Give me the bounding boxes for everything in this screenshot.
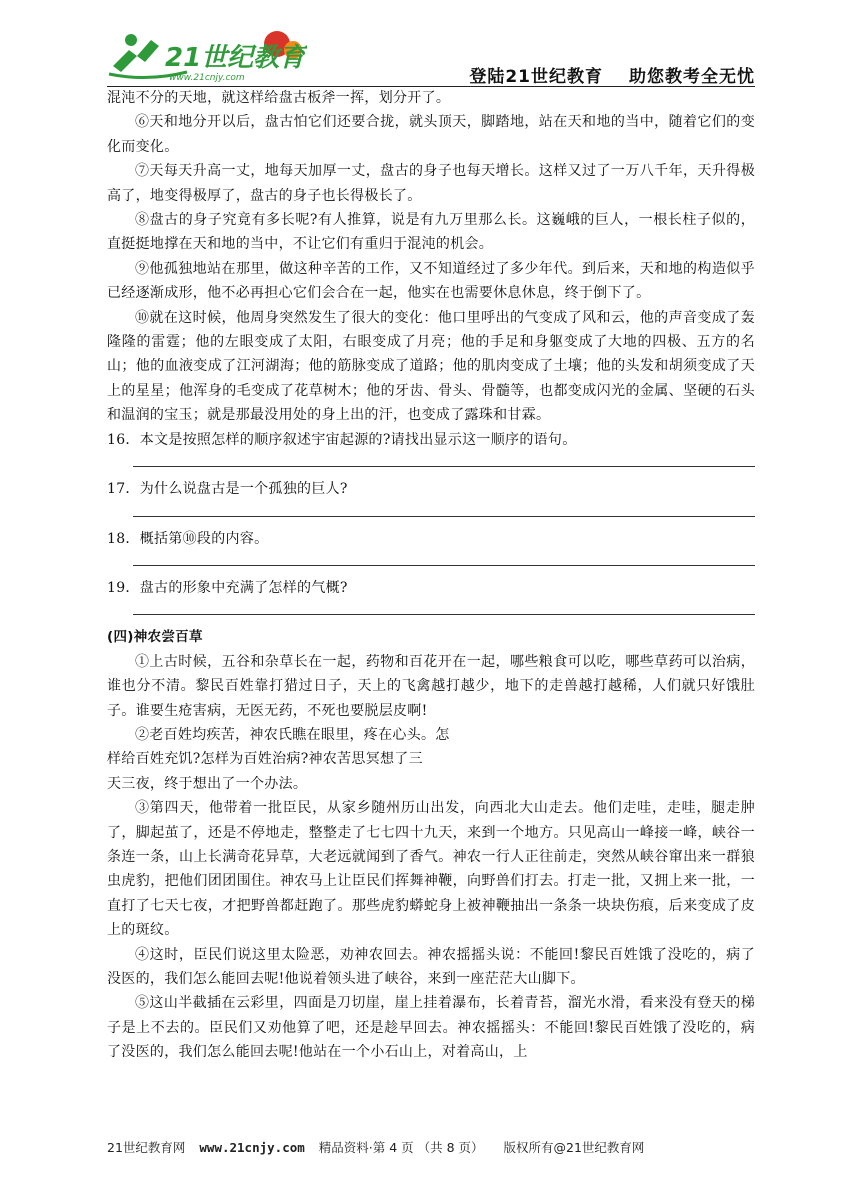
logo-url: www.21cnjy.com — [169, 73, 245, 83]
paragraph-10: ⑩就在这时候，他周身突然发生了很大的变化：他口里呼出的气变成了风和云，他的声音变成了轰隆隆的雷霆；他的左眼变成了太阳，右眼变成了月亮；他的手足和身躯变成了大地的四极、五方的名山；他的血液变成了江河湖海；他的筋脉变成了道路；他的肌肉变成了土壤；他的头发和胡须变成了天上的星星；他浑身的毛变成了花草树木；他的牙齿、骨头、骨髓等，也都变成闪光的金属、坚硬的石头和温润的宝玉；就是那最没用处的身上出的汗，也变成了露珠和甘霖。 — [107, 309, 755, 424]
answer-line-19[interactable] — [133, 600, 755, 615]
paragraph-9: ⑨他孤独地站在那里，做这种辛苦的工作，又不知道经过了多少年代。到后来，天和地的构造似乎已经逐渐成形，他不必再担心它们会合在一起，他实在也需要休息休息，终于倒下了。 — [107, 260, 755, 302]
footer-page-info: 精品资料·第 4 页 （共 8 页） — [318, 1140, 484, 1155]
section-title: (四)神农尝百草 — [107, 629, 203, 646]
story-paragraph-4: ④这时，臣民们说这里太险恶，劝神农回去。神农摇摇头说：不能回!黎民百姓饿了没吃的，病了没医的，我们怎么能回去呢!他说着领头进了峡谷，来到一座茫茫大山脚下。 — [107, 946, 755, 987]
story-paragraph-1: ①上古时候，五谷和杂草长在一起，药物和百花开在一起，哪些粮食可以吃，哪些草药可以治病，谁也分不清。黎民百姓靠打猎过日子，天上的飞禽越打越少，地下的走兽越打越稀，人们就只好饿肚子。谁要生疮害病，无医无药，不死也要脱层皮啊! — [107, 653, 755, 719]
story-paragraph-5: ⑤这山半截插在云彩里，四面是刀切崖，崖上挂着瀑布，长着青苔，溜光水滑，看来没有登天的梯子是上不去的。臣民们又劝他算了吧，还是趁早回去。神农摇摇头：不能回!黎民百姓饿了没吃的，病了没医的，我们怎么能回去呢!他站在一个小石山上，对着高山，上 — [107, 995, 755, 1061]
story-paragraph-2-line-1: ②老百姓均疾苦，神农氏瞧在眼里，疼在心头。怎 — [135, 726, 450, 743]
question-17: 17．为什么说盘古是一个孤独的巨人? — [107, 481, 348, 498]
story-paragraph-2-line-2: 样给百姓充饥?怎样为百姓治病?神农苦思冥想了三 — [107, 751, 423, 768]
footer-left: 21世纪教育网 — [107, 1140, 186, 1155]
logo-text: 21世纪教育 — [165, 43, 306, 73]
story-paragraph-3: ③第四天，他带着一批臣民，从家乡随州历山出发，向西北大山走去。他们走哇，走哇，腿走肿了，脚起茧了，还是不停地走，整整走了七七四十九天，来到一个地方。只见高山一峰接一峰，峡谷一条连一条，山上长满奇花异草，大老远就闻到了香气。神农一行人正往前走，突然从峡谷窜出来一群狼虫虎豹，把他们团团围住。神农马上让臣民们挥舞神鞭，向野兽们打去。打走一批，又拥上来一批，一直打了七天七夜，才把野兽都赶跑了。那些虎豹蟒蛇身上被神鞭抽出一条条一块块伤痕，后来变成了皮上的斑纹。 — [107, 800, 755, 939]
paragraph-5-end: 混沌不分的天地，就这样给盘古板斧一挥，划分开了。 — [107, 90, 451, 106]
page-footer — [107, 1138, 755, 1156]
story-paragraph-2-line-3: 天三夜，终于想出了一个办法。 — [107, 775, 308, 792]
page-header — [107, 18, 755, 88]
answer-line-16[interactable] — [133, 452, 755, 467]
question-18: 18．概括第⑩段的内容。 — [107, 530, 269, 547]
answer-line-17[interactable] — [133, 502, 755, 517]
footer-site[interactable]: www.21cnjy.com — [199, 1140, 305, 1155]
answer-line-18[interactable] — [133, 551, 755, 566]
paragraph-7: ⑦天每天升高一丈，地每天加厚一丈，盘古的身子也每天增长。这样又过了一万八千年，天升得极高了，地变得极厚了，盘古的身子也长得极长了。 — [107, 163, 755, 204]
slogan-left: 登陆21世纪教育 — [469, 67, 603, 87]
slogan-right: 助您教考全无忧 — [629, 67, 755, 87]
header-slogan — [469, 62, 755, 87]
paragraph-8: ⑧盘古的身子究竟有多长呢?有人推算，说是有九万里那么长。这巍峨的巨人，一根长柱子似的，直挺挺地撑在天和地的当中，不让它们有重归于混沌的机会。 — [107, 212, 755, 253]
document-body — [107, 86, 755, 1065]
question-19: 19．盘古的形象中充满了怎样的气概? — [107, 579, 348, 596]
question-16: 16．本文是按照怎样的顺序叙述宇宙起源的?请找出显示这一顺序的语句。 — [107, 431, 577, 448]
footer-copyright: 版权所有@21世纪教育网 — [503, 1140, 645, 1155]
site-logo — [107, 26, 307, 84]
paragraph-6: ⑥天和地分开以后，盘古怕它们还要合拢，就头顶天，脚踏地，站在天和地的当中，随着它们的变化而变化。 — [107, 114, 755, 155]
